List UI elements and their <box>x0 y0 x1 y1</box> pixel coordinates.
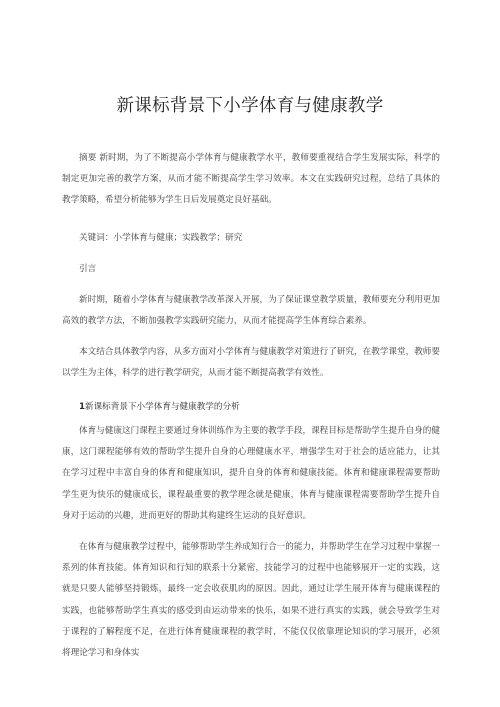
abstract-paragraph: 摘要 新时期，为了不断提高小学体育与健康教学水平，教师要重视结合学生发展实际，科学的制定更加完善的教学方案，从而才能不断提高学生学习效率。本文在实践研究过程，总结了具体的教学策略，希望分析能够为学生日后发展奠定良好基础。 <box>62 153 440 206</box>
intro-paragraph-2: 本文结合具体教学内容，从多方面对小学体育与健康教学对策进行了研究，在教学课堂，教师要以学生为主体，科学的进行教学研究，从而才能不断提高教学有效性。 <box>62 347 440 379</box>
section-1-paragraph-2: 在体育与健康教学过程中，能够帮助学生养成知行合一的能力，并帮助学生在学习过程中掌握一系列的体育技能。体育知识和行知的联系十分紧密，技能学习的过程中也能够展开一定的实践，这就是只要人能够坚持锻炼，最终一定会收获肌肉的原因。因此，通过让学生展开体育与健康课程的实践，也能够帮助学生真实的感受到由运动带来的快乐，如果不进行真实的实践，就会导致学生对于课程的了解程度不足，在进行体育健康课程的教学时，不能仅仅依靠理论知识的学习展开，必须将理论学习和身体实 <box>62 542 440 659</box>
intro-heading: 引言 <box>79 264 97 274</box>
section-1-paragraph-1: 体育与健康这门课程主要通过身体训练作为主要的教学手段，课程目标是帮助学生提升自身的健康，这门课程能够有效的帮助学生提升自身的心理健康水平，增强学生对于社会的适应能力，让其在学习过程中丰富自身的体育和健康知识，提升自身的体育和健康技能。体育和健康课程需要帮助学生更为快乐的健康成长，课程最重要的教学理念就是健康，体育与健康课程需要帮助学生提升自身对于运动的兴趣，进而更好的帮助其构建终生运动的良好意识。 <box>62 426 440 521</box>
section-1-number: 1 <box>79 402 85 412</box>
keywords-line: 关键词：小学体育与健康；实践教学；研究 <box>79 233 243 243</box>
section-1-heading <box>79 400 240 412</box>
section-1-title: 新课标背景下小学体育与健康教学的分析 <box>84 402 240 412</box>
document-title: 新课标背景下小学体育与健康教学 <box>116 96 384 116</box>
intro-paragraph-1: 新时期，随着小学体育与健康教学改革深入开展，为了保证课堂教学质量，教师要充分利用更加高效的教学方法，不断加强教学实践研究能力，从而才能提高学生体育综合素养。 <box>62 295 440 327</box>
